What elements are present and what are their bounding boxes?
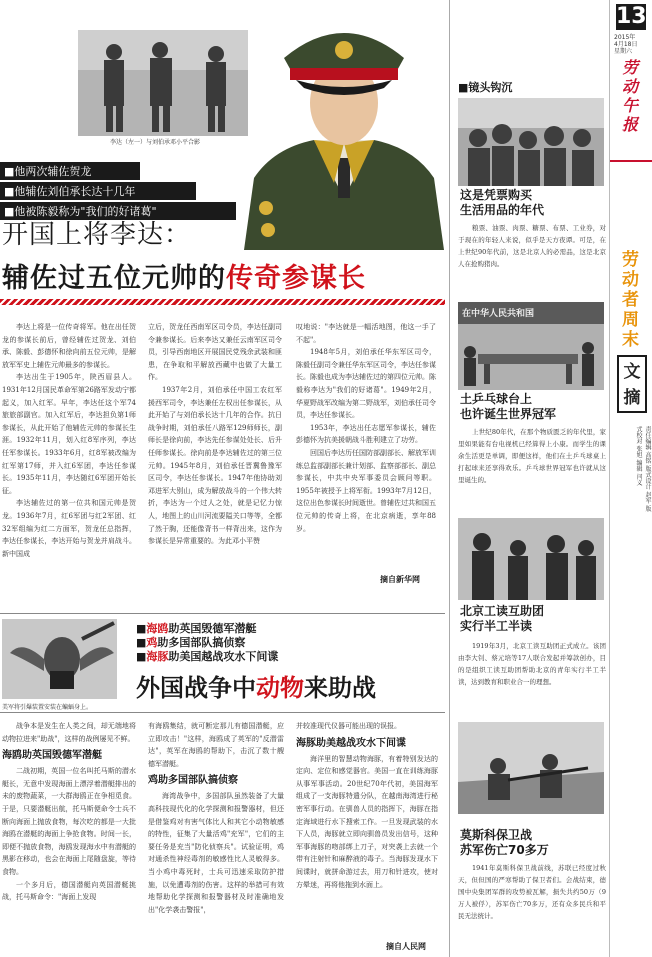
issue-date: 2015年 4月18日 星期六	[614, 34, 638, 55]
section-name: 文 摘	[617, 355, 647, 413]
story2-subhead: 海鸥助英国毁德军潜艇	[2, 750, 102, 762]
bat-device-image	[2, 619, 117, 699]
workstudy-group-image	[458, 518, 604, 600]
moscow-soldiers-image	[458, 722, 604, 814]
item-title: 土乒乓球台上 也许诞生世界冠军	[460, 392, 557, 421]
divider	[610, 160, 652, 162]
page-number: 13	[616, 4, 647, 29]
column-rule	[449, 0, 450, 957]
story1-source: 摘自新华网	[380, 575, 420, 584]
bullet-item: ■他被陈毅称为"我们的好诸葛"	[0, 202, 236, 220]
item-body: 上世纪80年代，在那个物质匮乏的年代里，家里如果能有台电视机已经算得上小康。而学生的课余生活更是单调，即便这样，他们在土乒乓球桌上打起球来还享得欢乐。乒乓球世界冠军也许就从这里诞生的。	[458, 428, 606, 484]
photo-caption: 美军将引爆装置安装在蝙蝠身上。	[2, 704, 93, 711]
bullet-item: ■鸡助多国部队搞侦察	[136, 636, 246, 649]
section-title: 劳动者周末	[622, 250, 639, 350]
story2-title: 外国战争中动物来助战	[136, 674, 376, 702]
story2-column-2: 有海鸥集结，就可断定那儿有德国潜艇，应立即攻击！"这样，海鸥成了英军的"反潜雷达"，英军在海鸥的帮助下，击沉了数十艘德军潜艇。 鸡助多国部队搞侦察 海湾战争中，多国部队虽然装备了大量高科技现代化的化学探测和报警器材，但还是借鉴鸡对有害气体比人和其它小动物敏感的特性，征集了大量活鸡"充军"，它们的主要任务是充当"防化侦察兵"。试验证明，鸡对通杀性神经毒剂的敏感性比人灵敏得多。当小鸡中毒死时，士兵可迅速采取防护措施，以免遭毒剂的伤害。这样的举措可有效地帮助化学探测和报警器材及时准确地发出"化学袭击警报"，	[148, 722, 284, 914]
story2-source: 摘自人民网	[386, 942, 426, 951]
ration-photo	[458, 98, 604, 186]
photo-caption: 李达（左一）与刘伯承邓小平合影	[110, 139, 201, 146]
bullet-item: ■他两次辅佐贺龙	[0, 162, 140, 180]
bullet-item: ■他辅佐刘伯承长达十几年	[0, 182, 196, 200]
story2-subhead: 鸡助多国部队搞侦察	[148, 775, 238, 787]
title-stripe	[0, 299, 445, 305]
story1-column-3: 叹地说："李达就是一幅活地图，他这一手了不起"。 1948年5月，刘伯承任华东军区司令，陈毅任副司令兼任华东军区司令，李达任参谋长。陈毅也成为李达辅佐过的第四位元帅。陈毅称李达为"我们的好诸葛"。1949年2月，华夏野战军改编为第二野战军，刘伯承任司令员，李达任参谋长。 1953年，李达出任志愿军参谋长，辅佐彭德怀为抗美援朝战斗胜利建立了功劳。 回国后李达历任国防部副部长、解放军训练总监部副部长兼计划部、监察部部长、副总参谋长，中共中央军事委员会顾问等职。1955年被授予上将军衔。1993年7月12日，这位出色参谋长时间逝世。曾辅佐过共和国五位元帅的传奇上将，在北京病逝，享年88岁。	[296, 323, 436, 533]
item-body: 粮票、油票、肉票、糖票、布票、工业券，对于现在的年轻人来说，似乎是天方夜谭。可是，在上世纪90年代前，这是北京人的必需品，这是北京人在抢购猪肉。	[458, 224, 606, 268]
item-body: 1919年3月，北京工读互助团正式成立。该团由李大钊、蔡元培等17人联合发起并筹款创办，目的是组织工读互助团帮助北京的青年实行半工半读，达到教育和职业合一的理想。	[458, 642, 606, 686]
photo-banner-text: 在中华人民共和国	[462, 309, 535, 319]
editor-credits: 责任编辑 高铭 版式设计 赵军 版式校对 张旭 编辑 闫义	[635, 426, 651, 512]
story1-column-1: 李达上将是一位传奇将军。他在出任贺龙的参谋长前后，曾经辅佐过贺龙、刘伯承、陈毅、彭德怀和徐向前五位元帅，是解放军军史上辅佐元帅最多的参谋长。 李达出生于1905年，陕西眉县人。1931年12月国民革命军第26路军发动宁都起义，加入红军。早年，李达任这个军74旅旅部副官。加入红军后，李达担负第1师参谋长，从此开始了他辅佐元帅的参谋长生涯。1932年11月，划入红8军序列，李达任军参谋长。1933年6月，红8军被改编为红军第17师，并入红6军团，李达任参谋长。1935年11月，李达随红6军团开始长征。 李达辅佐过的第一位共和国元帅是贺龙。1936年7月，红6军团与红2军团、红32军组编为红二方面军，贺龙任总指挥，李达任参谋长，李达开始与贺龙并肩战斗。新中国成	[2, 323, 136, 558]
officers-photo-image	[78, 30, 248, 136]
moscow-battle-photo	[458, 722, 604, 814]
divider	[0, 712, 445, 713]
workstudy-photo	[458, 518, 604, 600]
story1-bullets	[0, 162, 240, 220]
bullet-item: ■海鸥助英国毁德军潜艇	[136, 622, 257, 635]
divider	[0, 613, 445, 614]
story2-column-3: 并较准现代仪器可能出现的误报。 海豚助美越战攻水下间谍 海洋里的智慧动物海豚，有着特别发达的定向、定位和感觉器官。美国一直在训练海豚从事军事活动。20世纪70年代初，美国海军组成了一支海豚特遣分队，在越南海湾进行秘密军事行动。在驯兽人员的指挥下，海豚在指定海域进行水下搜索工作。一旦发现武装的水下人员，海豚就立即向驯兽员发出信号，这种军事海豚的吻部绑上刀子，对突袭上去就一个带有注射针和麻醉液的毒子。当海豚发现水下间谍时，就拼命游过去，用刀和针进攻，使对方晕迷，再将他拖到水面上。	[296, 722, 438, 889]
section-label: ■镜头钩沉	[458, 81, 513, 94]
story1-column-2: 立后，贺龙任西南军区司令员，李达任副司令兼参谋长。后来李达又兼任云南军区司令员，引导西南地区开展国民党残余武装和匪患，在争取和平解放西藏中也做了大量工作。 1937年2月，刘伯承任中国工农红军援西军司令，李达兼任左权出任参谋长，从此开始了与刘伯承长达十几年的合作。抗日战争时期，刘伯承任八路军129师师长，副师长是徐向前，李达先任参谋处处长、后升任师参谋长。徐向前是李达辅佐过的第三位元帅。1945年8月，刘伯承任晋冀鲁豫军区司令，李达任参谋长。1947年他协助刘邓进军大别山，成为解放战斗的一个伟大转折，李达为一个过人之处，就是记忆力惊人，地图上的山川河流要隘关口等等，全都了然于胸，还能像背书一样背出来，这作为参谋长是异常重要的。为此邓小平赞	[148, 323, 282, 546]
story1-title: 开国上将李达：	[2, 220, 192, 250]
story2-bullets	[136, 622, 436, 664]
ration-crowd-image	[458, 98, 604, 186]
item-body: 1941年莫斯科保卫战前线，苏联已经度过秋天，但但国的严寒帮助了保卫者们。会战结束，德国中央集团军群的攻势被瓦解，损失共约50万（9万人被俘），苏军伤亡70多万，还有众多民兵和平民无法统计。	[458, 864, 606, 920]
historical-photo-officers	[78, 30, 248, 136]
page-sidebar	[609, 0, 652, 957]
general-portrait-image	[244, 8, 444, 250]
story1-subtitle: 辅佐过五位元帅的传奇参谋长	[2, 263, 366, 294]
pingpong-photo	[458, 302, 604, 390]
portrait-li-da	[244, 8, 444, 250]
bat-photo	[2, 619, 117, 699]
newspaper-logo: 劳动午报	[622, 58, 639, 134]
story2-column-1: 战争本是发生在人类之间，却无端地将动物拉进来"助战"，这样的战例屡见不鲜。 海鸥助英国毁德军潜艇 二战初期，英国一位名叫托马斯的潜水艇长，无意中发现海面上漂浮着潜艇排出的未的废物蔬菜，一大群海鸥正在争相觅食。于是，只要潜艇出航，托马斯便命令士兵不断向海面上抛放食物，每次吃的都是一大批海鸥在潜艇的海面上争抢食物。时间一长，即便不抛放食物，海鸥发现海水中有潜艇的黑影在移动，也会在海面上尾随盘旋，等待食物。 一个多月后，德国潜艇向英国潜艇挑战，托马斯命令："海面上发现	[2, 722, 136, 902]
item-title: 北京工读互助团 实行半工半读	[460, 604, 545, 633]
item-title: 这是凭票购买 生活用品的年代	[460, 188, 545, 217]
bullet-item: ■海豚助美国越战攻水下间谍	[136, 650, 279, 663]
story2-subhead: 海豚助美越战攻水下间谍	[296, 737, 406, 749]
item-title: 莫斯科保卫战 苏军伤亡70多万	[460, 828, 549, 857]
